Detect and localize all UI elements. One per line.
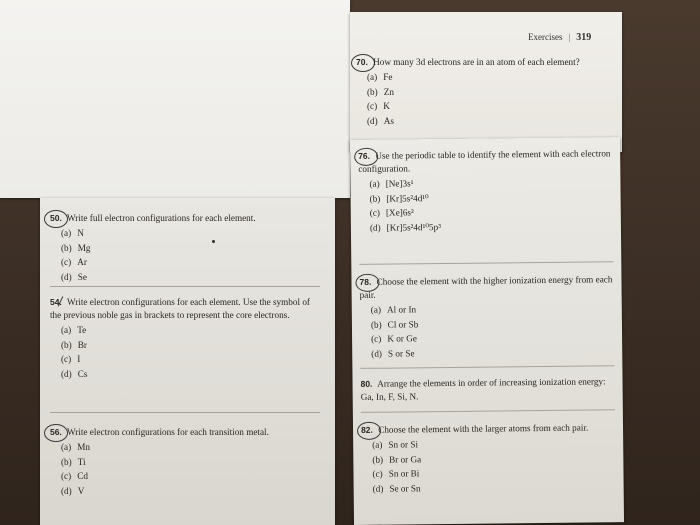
option-item: (a) Sn or Si — [372, 439, 419, 450]
option-item: (a) Mn — [61, 442, 90, 453]
option-item: (c) Sn or Bi — [372, 468, 420, 479]
problem-54 — [50, 296, 322, 381]
problem-number: 56. — [50, 427, 62, 437]
problem-56 — [50, 426, 322, 498]
option-item: (a) [Ne]3s¹ — [369, 178, 414, 190]
divider-line — [50, 286, 320, 287]
option-item: (b) Ti — [61, 456, 86, 467]
problem-number: 82. — [360, 424, 373, 435]
divider-line — [360, 365, 614, 369]
option-item: (b) Cl or Sb — [370, 319, 419, 330]
option-item: (c) [Xe]6s² — [369, 207, 414, 219]
problem-number: 76. — [358, 150, 371, 161]
option-item: (a) Al or In — [370, 304, 417, 316]
options-list — [358, 175, 613, 236]
option-item: (d) As — [367, 115, 394, 126]
right-bottom-worksheet-strip — [350, 137, 624, 525]
divider-line — [359, 261, 613, 265]
option-item: (d) S or Se — [371, 348, 415, 359]
option-item: (c) I — [61, 354, 81, 365]
option-item: (c) K or Ge — [371, 333, 417, 345]
problem-82 — [361, 421, 616, 496]
problem-prompt: How many 3d electrons are in an atom of each element? — [373, 57, 580, 67]
problem-prompt: Arrange the elements in order of increasing ionization energy: Ga, In, F, Si, N. — [360, 376, 606, 403]
option-item: (d) Se — [61, 271, 87, 282]
options-list — [50, 440, 322, 498]
problem-number: 78. — [359, 276, 372, 287]
option-item: (a) Fe — [367, 72, 393, 83]
option-item: (d) Se or Sn — [372, 482, 421, 494]
option-item: (b) Br or Ga — [372, 453, 422, 465]
option-item: (a) Te — [61, 325, 87, 336]
option-item: (c) Cd — [61, 471, 88, 482]
problem-prompt: Choose the element with the larger atoms from each pair. — [378, 422, 589, 435]
option-item: (b) Br — [61, 339, 87, 350]
options-list — [361, 435, 616, 496]
section-title: Exercises — [528, 32, 563, 42]
blank-paper-sheet — [0, 0, 350, 198]
option-item: (a) N — [61, 228, 84, 239]
problem-prompt: Write full electron configurations for each element. — [66, 213, 256, 223]
problem-number: 50. — [50, 213, 62, 223]
option-item: (d) [Kr]5s²4d¹⁰5p³ — [369, 221, 441, 233]
option-item: (b) Zn — [367, 86, 394, 97]
problem-80 — [360, 375, 614, 404]
stray-mark — [212, 240, 215, 243]
problem-prompt: Write electron configurations for each transition metal. — [66, 427, 269, 437]
divider-line — [50, 412, 320, 413]
problem-prompt: Write electron configurations for each element. Use the symbol of the previous noble gas in brackets to represent the core electrons. — [50, 297, 310, 321]
options-list — [50, 323, 322, 381]
option-item: (c) Ar — [61, 257, 87, 268]
options-list — [360, 301, 615, 362]
divider-line — [361, 409, 615, 413]
left-worksheet-strip — [40, 198, 335, 525]
problem-50 — [50, 212, 320, 284]
problem-78 — [359, 273, 614, 361]
problem-number: 54. — [50, 297, 62, 307]
option-item: (d) Cs — [61, 368, 88, 379]
right-top-worksheet-strip — [350, 12, 622, 152]
problem-prompt: Choose the element with the higher ionization energy from each pair. — [359, 274, 613, 301]
option-item: (b) Mg — [61, 242, 91, 253]
option-item: (d) V — [61, 485, 85, 496]
problem-number: 80. — [360, 378, 373, 389]
options-list — [356, 70, 610, 128]
problem-76 — [358, 147, 613, 235]
option-item: (b) [Kr]5s²4d¹⁰ — [369, 193, 429, 204]
problem-70 — [356, 56, 610, 128]
page-number: 319 — [576, 32, 592, 43]
option-item: (c) K — [367, 101, 390, 112]
page-header: Exercises | 319 — [528, 32, 592, 43]
problem-number: 70. — [356, 57, 368, 67]
options-list — [50, 226, 320, 284]
problem-prompt: Use the periodic table to identify the element with each electron configuration. — [358, 148, 611, 175]
